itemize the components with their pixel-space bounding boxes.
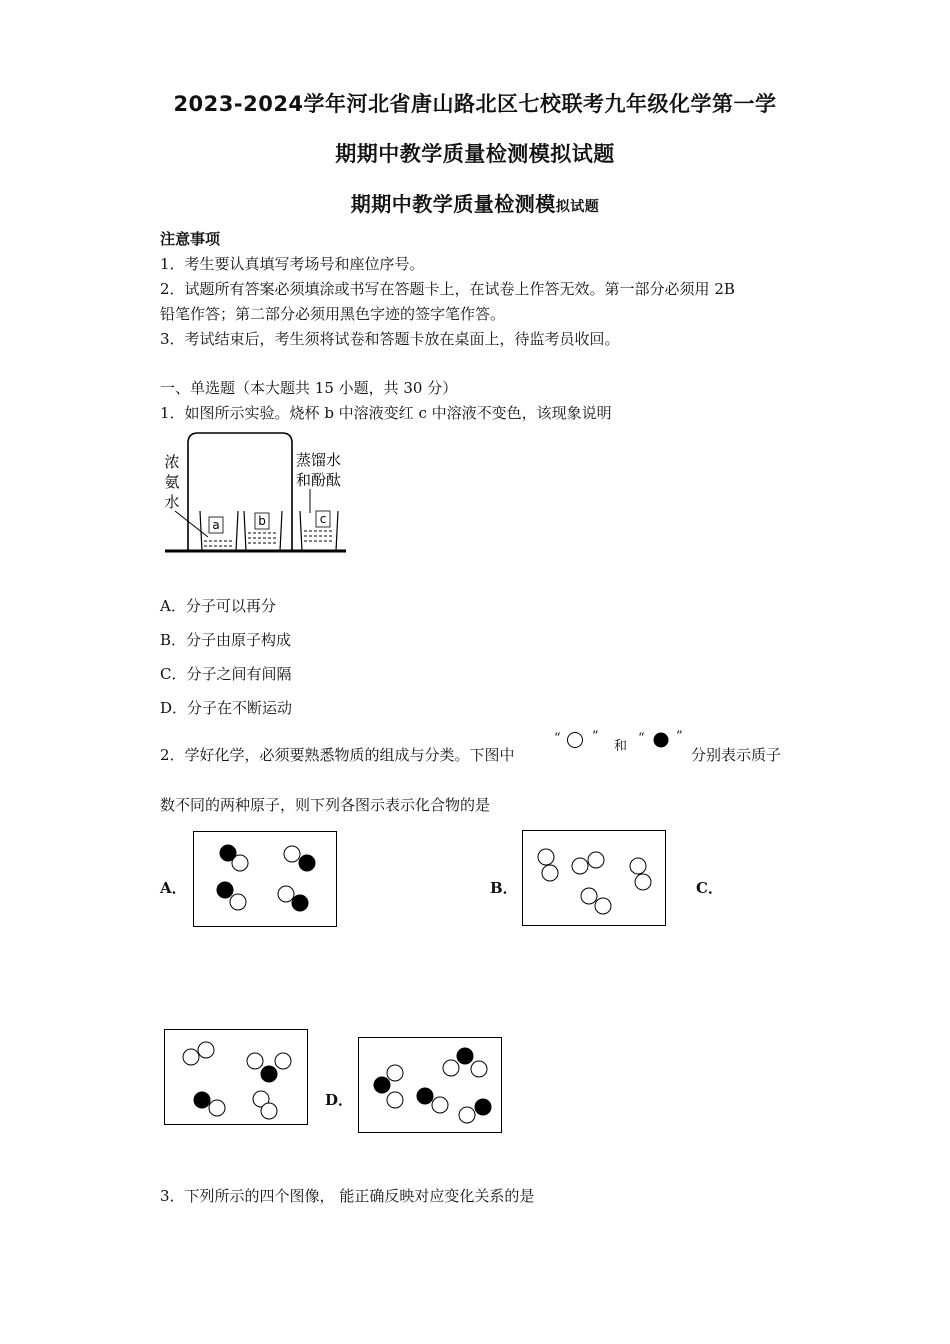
q1-option-c[interactable]: C．分子之间有间隔 xyxy=(160,665,292,683)
q2-option-c-label[interactable]: C． xyxy=(696,879,723,897)
option-c-molecules xyxy=(165,1030,307,1124)
left-label-2: 氨 xyxy=(164,473,180,491)
option-d-molecules xyxy=(359,1038,501,1132)
right-label-1: 蒸馏水 xyxy=(296,451,342,469)
q2-option-a-diagram[interactable] xyxy=(193,831,337,927)
notice-heading: 注意事项 xyxy=(160,230,221,248)
notice-item-3: 3．考试结束后，考生须将试卷和答题卡放在桌面上，待监考员收回。 xyxy=(160,330,620,348)
q2-option-b-diagram[interactable] xyxy=(522,830,666,926)
q1-option-a[interactable]: A．分子可以再分 xyxy=(160,597,276,615)
beaker-b-label: b xyxy=(258,514,266,528)
open-atom-icon xyxy=(566,731,584,749)
q2-stem-part1: 2．学好化学，必须要熟悉物质的组成与分类。下图中 xyxy=(160,746,515,764)
notice-item-2a: 2．试题所有答案必须填涂或书写在答题卡上，在试卷上作答无效。第一部分必须用 2B xyxy=(160,280,735,298)
exam-title-line1: 2023-2024学年河北省唐山路北区七校联考九年级化学第一学 xyxy=(173,92,777,116)
left-label-3: 水 xyxy=(164,493,180,511)
q2-stem-line2: 数不同的两种原子，则下列各图示表示化合物的是 xyxy=(160,796,491,814)
left-pointer xyxy=(175,511,208,537)
q2-option-d-label[interactable]: D． xyxy=(325,1091,354,1109)
legend-quote-open-2: “ xyxy=(638,731,645,746)
q2-option-b-label[interactable]: B． xyxy=(490,879,518,897)
notice-item-1: 1．考生要认真填写考场号和座位序号。 xyxy=(160,255,425,273)
q2-option-a-label[interactable]: A． xyxy=(160,879,187,897)
legend-quote-close-2: ” xyxy=(676,729,683,744)
title-line3-small: 拟试题 xyxy=(555,199,600,215)
bell-jar xyxy=(188,433,292,550)
q3-stem: 3．下列所示的四个图像， 能正确反映对应变化关系的是 xyxy=(160,1187,535,1205)
option-b-molecules xyxy=(523,831,665,925)
q1-stem: 1．如图所示实验。烧杯 b 中溶液变红 c 中溶液不变色，该现象说明 xyxy=(160,404,612,422)
right-label-2: 和酚酞 xyxy=(296,471,342,489)
q2-stem-part2: 分别表示质子 xyxy=(691,746,782,764)
q2-atom-legend xyxy=(548,729,688,753)
q2-option-c-diagram[interactable] xyxy=(164,1029,308,1125)
q1-option-b[interactable]: B．分子由原子构成 xyxy=(160,631,292,649)
exam-title-line3 xyxy=(0,188,950,217)
notice-item-2b: 铅笔作答；第二部分必须用黑色字迹的签字笔作答。 xyxy=(160,305,506,323)
beaker-a-label: a xyxy=(212,518,220,532)
left-label-1: 浓 xyxy=(164,453,180,471)
q2-option-d-diagram[interactable] xyxy=(358,1037,502,1133)
option-a-molecules xyxy=(194,832,336,926)
q1-option-d[interactable]: D．分子在不断运动 xyxy=(160,699,293,717)
legend-and: 和 xyxy=(614,739,628,754)
exam-title-line2: 期期中教学质量检测模拟试题 xyxy=(335,142,615,166)
legend-quote-open-1: “ xyxy=(554,731,561,746)
section-heading: 一、单选题（本大题共 15 小题，共 30 分） xyxy=(160,379,458,397)
beaker-c-label: c xyxy=(319,512,327,526)
filled-atom-icon xyxy=(652,731,670,749)
q1-apparatus-figure xyxy=(160,425,360,560)
title-line3-main: 期期中教学质量检测模 xyxy=(350,192,556,216)
legend-quote-close-1: ” xyxy=(592,729,599,744)
